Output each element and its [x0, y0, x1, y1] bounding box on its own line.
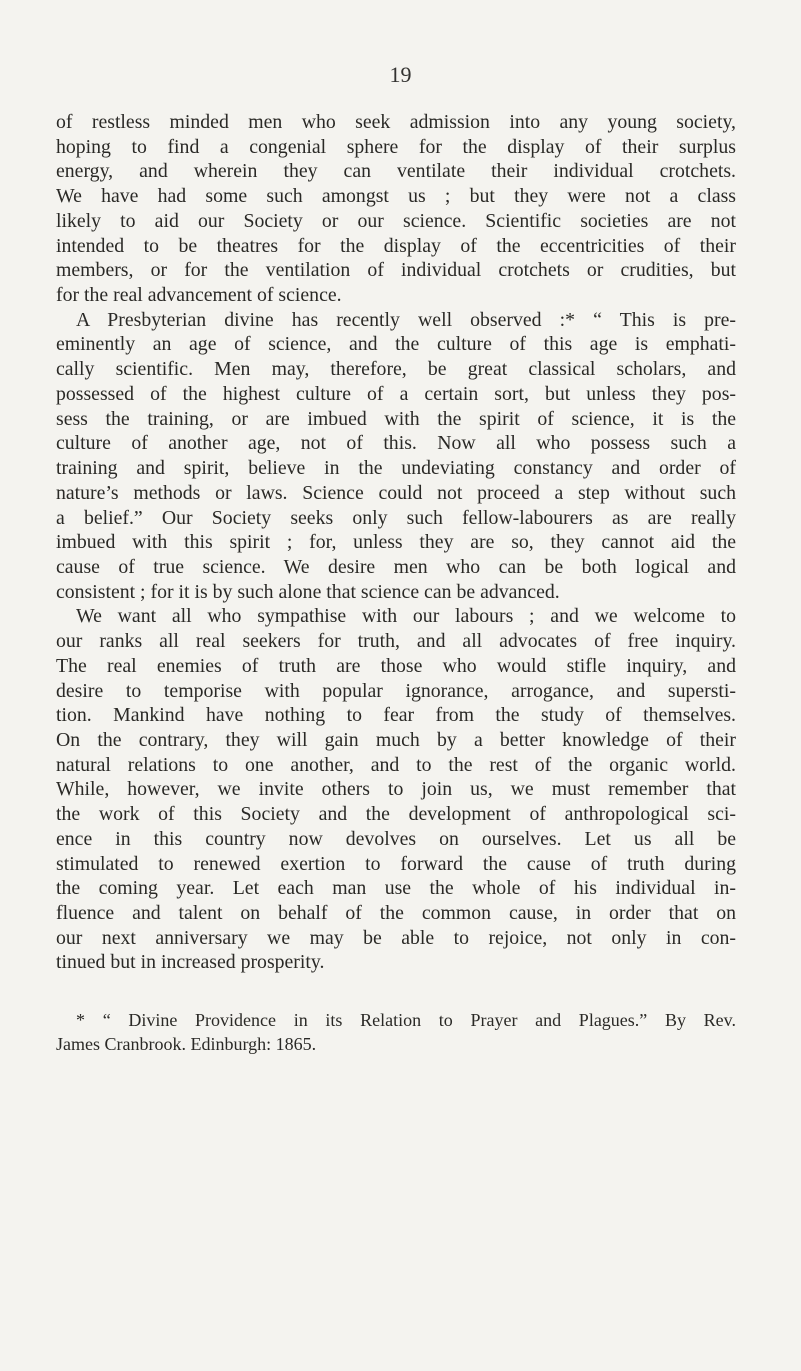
footnote-line: James Cranbrook. Edinburgh: 1865.: [56, 1034, 317, 1054]
text-line: members, or for the ventilation of individual crotchets or crudities, but: [56, 259, 736, 282]
text-line: ence in this country now devolves on ourselves. Let us all be: [56, 827, 736, 850]
text-line: fluence and talent on behalf of the common cause, in order that on: [56, 902, 736, 924]
text-line: While, however, we invite others to join us, we must remember that: [56, 778, 736, 801]
text-line: for the real advancement of science.: [56, 284, 342, 307]
text-line: eminently an age of science, and the culture of this age is emphati-: [56, 333, 736, 356]
text-line: intended to be theatres for the display of the eccentricities of their: [56, 234, 736, 257]
text-line: The real enemies of truth are those who would stifle inquiry, and: [56, 654, 736, 677]
text-line: energy, and wherein they can ventilate their individual crotchets.: [56, 160, 736, 183]
text-line: culture of another age, not of this. Now all who possess such a: [56, 432, 736, 455]
text-line: tinued but in increased prosperity.: [56, 951, 325, 974]
text-line: We have had some such amongst us ; but they were not a class: [56, 185, 736, 208]
text-line: hoping to find a congenial sphere for the display of their surplus: [56, 135, 736, 158]
text-line: a belief.” Our Society seeks only such fellow-labourers as are really: [56, 506, 736, 529]
text-line: sess the training, or are imbued with the spirit of science, it is the: [56, 407, 736, 430]
text-line: consistent ; for it is by such alone that science can be advanced.: [56, 580, 560, 603]
text-line: imbued with this spirit ; for, unless they are so, they cannot aid the: [56, 531, 736, 554]
text-line: stimulated to renewed exertion to forward the cause of truth during: [56, 852, 736, 875]
page-number: 19: [389, 62, 412, 87]
text-line: nature’s methods or laws. Science could not proceed a step without such: [56, 481, 736, 504]
text-line: desire to temporise with popular ignorance, arrogance, and supersti-: [56, 679, 736, 702]
footnote: [56, 1008, 736, 1056]
text-line: natural relations to one another, and to the rest of the organic world.: [56, 753, 736, 776]
text-line: On the contrary, they will gain much by a better knowledge of their: [56, 728, 736, 751]
body-text: [56, 110, 736, 975]
text-line: cally scientific. Men may, therefore, be great classical scholars, and: [56, 358, 736, 381]
text-line: possessed of the highest culture of a certain sort, but unless they pos-: [56, 382, 736, 405]
text-line: our next anniversary we may be able to rejoice, not only in con-: [56, 926, 736, 949]
text-line: the coming year. Let each man use the whole of his individual in-: [56, 877, 736, 900]
text-line: training and spirit, believe in the undeviating constancy and order of: [56, 457, 736, 480]
text-line: likely to aid our Society or our science. Scientific societies are not: [56, 209, 736, 232]
text-line: of restless minded men who seek admission into any young society,: [56, 111, 736, 133]
text-line: A Presbyterian divine has recently well observed :* “ This is pre-: [76, 308, 736, 331]
text-line: We want all who sympathise with our labours ; and we welcome to: [76, 605, 736, 628]
text-line: our ranks all real seekers for truth, and all advocates of free inquiry.: [56, 630, 736, 653]
text-line: tion. Mankind have nothing to fear from the study of themselves.: [56, 704, 736, 727]
text-line: cause of true science. We desire men who can be both logical and: [56, 555, 736, 578]
footnote-line: * “ Divine Providence in its Relation to Prayer and Plagues.” By Rev.: [76, 1010, 736, 1030]
text-line: the work of this Society and the development of anthropological sci-: [56, 803, 736, 826]
